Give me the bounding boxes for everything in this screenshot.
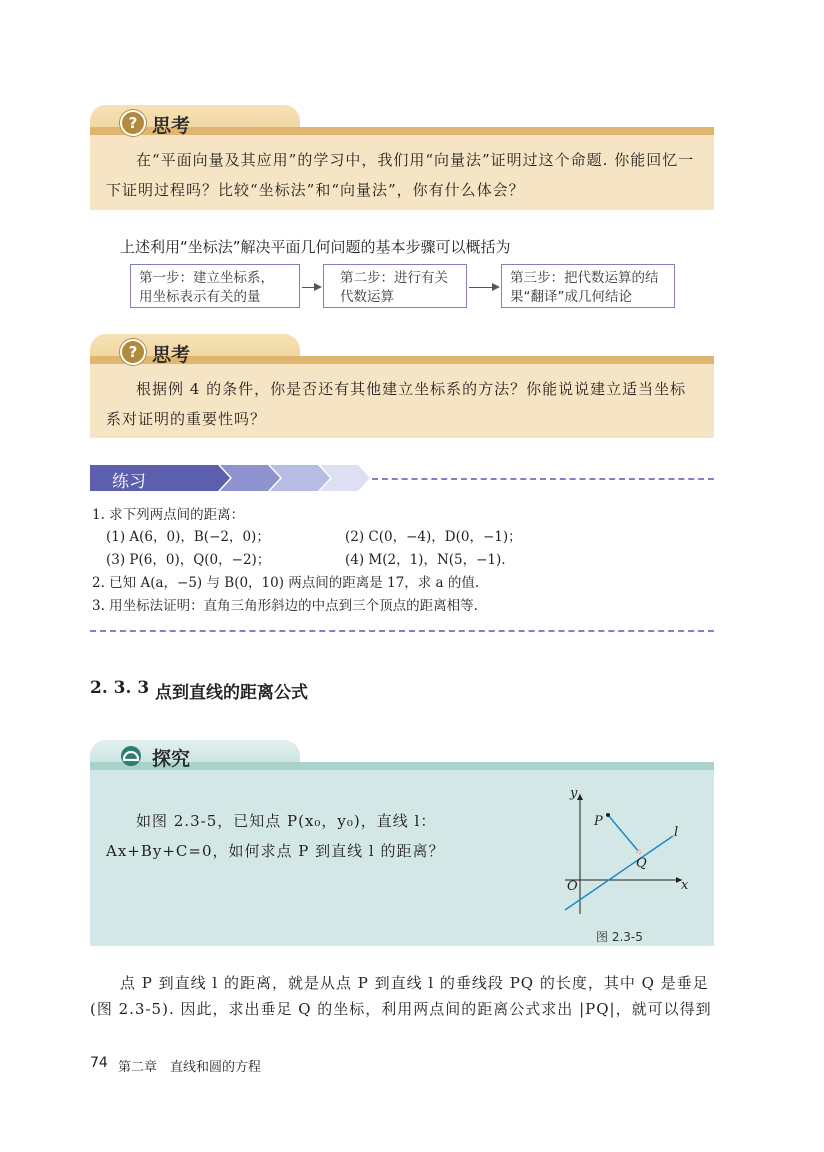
practice-q1: 1. 求下列两点间的距离： [92, 507, 245, 523]
flow-step-2 [323, 264, 467, 308]
flow-arrow-2 [469, 287, 493, 288]
explore-text: 如图 2.3-5，已知点 P(x₀，y₀)，直线 l：Ax+By+C=0，如何求点 P 到直线 l 的距离？ [106, 812, 445, 860]
section-number: 2. 3. 3 [90, 678, 150, 698]
flow-step-1-line2: 用坐标表示有关的量 [139, 289, 261, 305]
figure-label-x: x [681, 878, 689, 893]
practice-title: 练习 [112, 472, 146, 492]
intro-text: 上述利用“坐标法”解决平面几何问题的基本步骤可以概括为 [120, 238, 511, 256]
chapter-label: 第二章 [118, 1060, 158, 1075]
question-icon: ? [120, 110, 146, 136]
flow-step-1 [130, 264, 300, 308]
practice-q1-4: (4) M(2，1)，N(5，−1). [345, 552, 506, 568]
practice-q3: 3. 用坐标法证明：直角三角形斜边的中点到三个顶点的距离相等. [92, 598, 478, 614]
practice-q1-2: (2) C(0，−4)，D(0，−1)； [345, 529, 522, 545]
practice-divider-bottom [90, 630, 714, 632]
figure-label-o: O [567, 879, 578, 894]
flow-step-3-line2: 果“翻译”成几何结论 [510, 289, 632, 305]
body-line-1: 点 P 到直线 l 的距离，就是从点 P 到直线 l 的垂线段 PQ 的长度，其中 Q 是垂足 [120, 974, 709, 992]
line-l [565, 836, 673, 910]
arrow-right-icon [314, 283, 322, 291]
explore-icon [118, 744, 144, 766]
point-q [637, 850, 641, 854]
practice-q2: 2. 已知 A(a，−5) 与 B(0，10) 两点间的距离是 17，求 a 的值. [92, 575, 480, 591]
flow-step-2-line1: 第二步：进行有关 [340, 270, 448, 286]
arrow-right-icon [492, 283, 500, 291]
think-title: 思考 [152, 115, 191, 137]
body-line-2: (图 2.3-5). 因此，求出垂足 Q 的坐标，利用两点间的距离公式求出 |PQ|，就可以得到 [90, 1000, 712, 1018]
think-title: 思考 [152, 344, 191, 366]
figure-label-q: Q [636, 856, 647, 871]
figure-caption: 图 2.3-5 [596, 930, 643, 944]
flow-step-3 [501, 264, 675, 308]
point-p [606, 813, 610, 817]
think-text: 根据例 4 的条件，你是否还有其他建立坐标系的方法？你能说说建立适当坐标系对证明的重要性吗？ [106, 380, 687, 428]
practice-q1-1: (1) A(6，0)，B(−2，0)； [106, 529, 270, 545]
figure-label-p: P [594, 814, 603, 829]
chapter-title: 直线和圆的方程 [170, 1060, 262, 1075]
flow-step-3-line1: 第三步：把代数运算的结 [510, 270, 659, 286]
segment-pq [608, 815, 639, 852]
page-number: 74 [90, 1055, 108, 1071]
flow-step-2-line2: 代数运算 [340, 289, 394, 305]
figure-label-l: l [674, 825, 679, 840]
practice-q1-3: (3) P(6，0)，Q(0，−2)； [106, 552, 271, 568]
figure-2-3-5 [560, 786, 700, 916]
flow-step-1-line1: 第一步：建立坐标系， [139, 270, 274, 286]
think-text: 在“平面向量及其应用”的学习中，我们用“向量法”证明过这个命题. 你能回忆一下证明过程吗？比较“坐标法”和“向量法”，你有什么体会？ [106, 151, 695, 199]
section-title: 点到直线的距离公式 [155, 683, 308, 703]
figure-label-y: y [570, 786, 578, 801]
explore-title: 探究 [152, 748, 191, 770]
question-icon: ? [120, 339, 146, 365]
practice-divider-top [372, 478, 714, 480]
